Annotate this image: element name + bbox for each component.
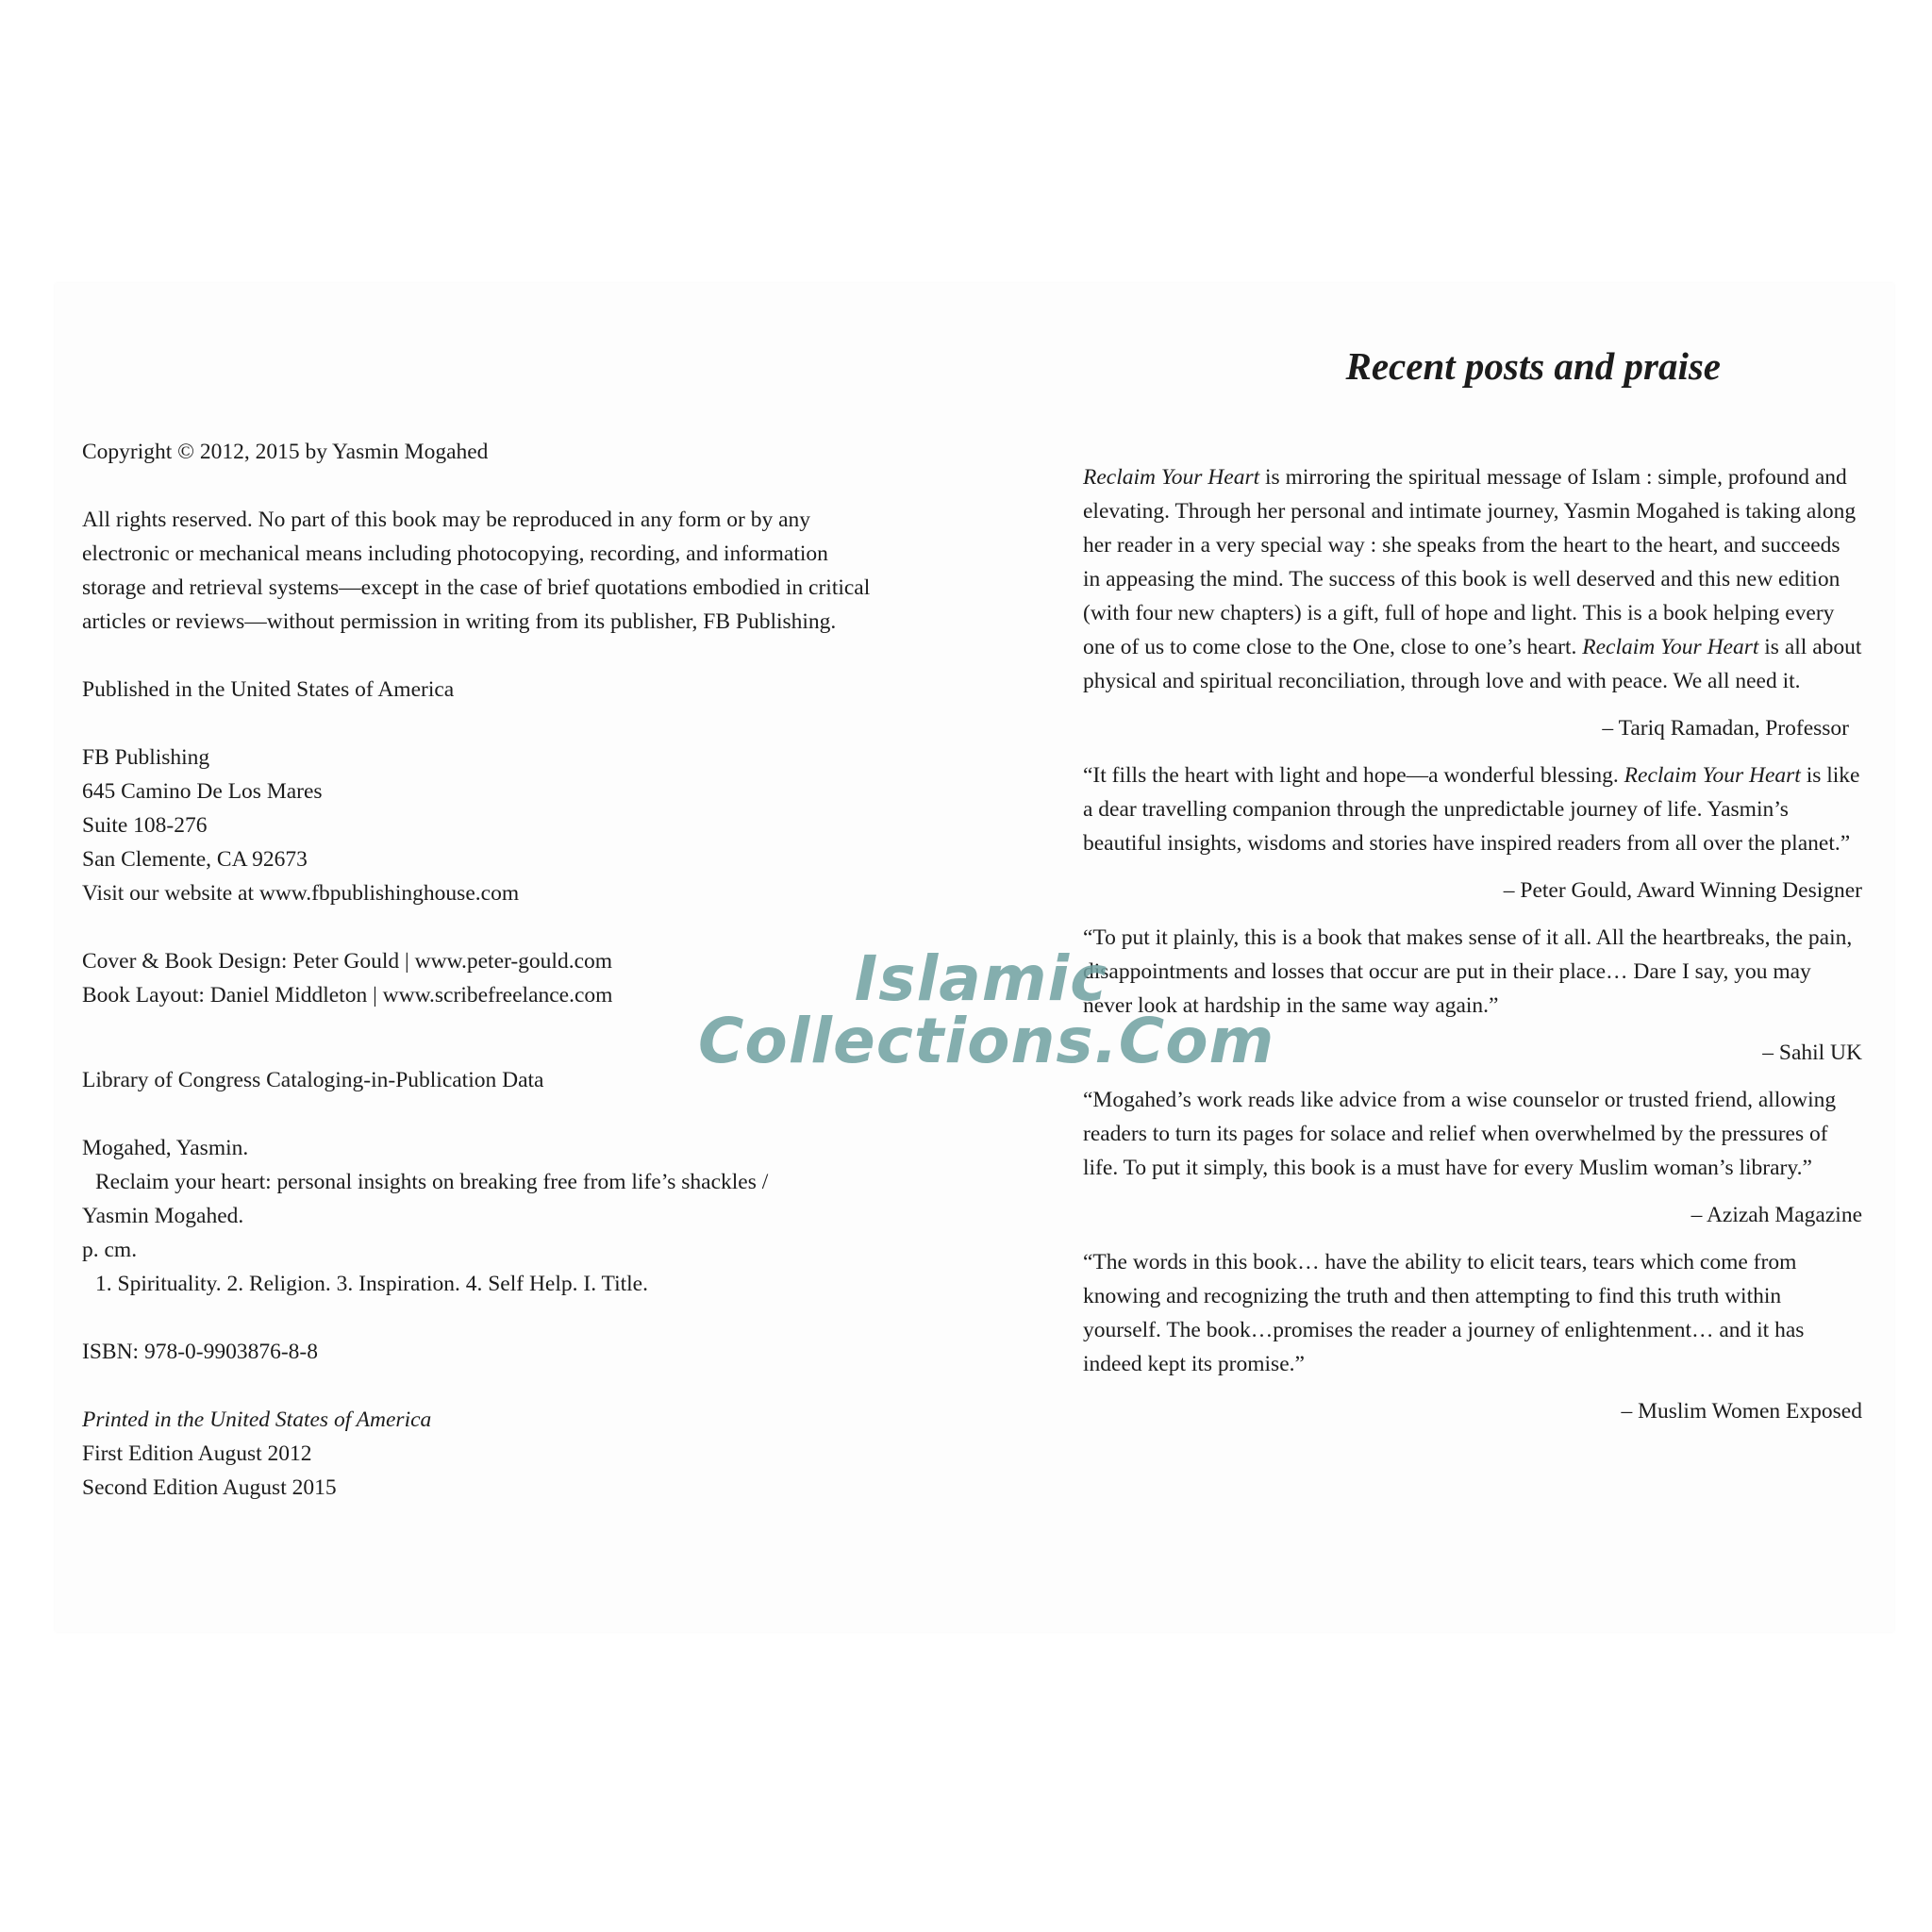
isbn: ISBN: 978-0-9903876-8-8 xyxy=(82,1340,318,1364)
praise-item xyxy=(1083,758,1862,908)
cip-pcm: p. cm. xyxy=(82,1238,138,1262)
praise-text xyxy=(1083,758,1862,860)
cip-title-author: Yasmin Mogahed. xyxy=(82,1204,244,1228)
praise-heading: Recent posts and praise xyxy=(1345,344,1721,388)
credit-line: Book Layout: Daniel Middleton | www.scribefreelance.com xyxy=(82,983,613,1008)
praise-text-part: is all about physical and spiritual reconciliation, through love and with peace. We all need it. xyxy=(1083,635,1862,693)
praise-attribution: – Muslim Women Exposed xyxy=(1621,1399,1862,1424)
praise-page xyxy=(1083,338,1862,1441)
book-title-ref: Reclaim Your Heart xyxy=(1083,465,1260,490)
praise-attribution: – Tariq Ramadan, Professor xyxy=(1602,716,1849,741)
cip-heading: Library of Congress Cataloging-in-Publication Data xyxy=(82,1068,544,1092)
watermark-line: Collections.Com xyxy=(698,1005,1275,1077)
praise-item xyxy=(1083,1083,1862,1232)
printed-in: Printed in the United States of America xyxy=(82,1407,432,1432)
address-line: FB Publishing xyxy=(82,745,210,770)
praise-text-part: “It fills the heart with light and hope—a wonderful blessing. xyxy=(1083,763,1624,788)
praise-text-part: is mirroring the spiritual message of Islam : simple, profound and elevating. Through her personal and intimate journey, Yasmin Mogahed is taking along her reader in a very special way : she speaks from the heart to the heart, and succeeds in appeasing the mind. The success of this book is well deserved and this new edition (with four new chapters) is a gift, full of hope and light. This is a book helping every one of us to come close to the One, close to one’s heart. xyxy=(1083,465,1857,659)
address-line: San Clemente, CA 92673 xyxy=(82,847,308,872)
book-title-ref: Reclaim Your Heart xyxy=(1624,763,1801,788)
book-title-ref: Reclaim Your Heart xyxy=(1582,635,1759,659)
credit-line: Cover & Book Design: Peter Gould | www.peter-gould.com xyxy=(82,949,613,974)
cip-subjects: 1. Spirituality. 2. Religion. 3. Inspiration. 4. Self Help. I. Title. xyxy=(95,1272,648,1296)
publisher-address xyxy=(82,741,893,910)
watermark-line: Islamic xyxy=(854,942,1108,1015)
praise-text: “Mogahed’s work reads like advice from a wise counselor or trusted friend, allowing readers to turn its pages for solace and relief when overwhelmed by the pressures of life. To put it simply, this book is a must have for every Muslim woman’s library.” xyxy=(1083,1088,1837,1180)
praise-text-part: is like a dear travelling companion through the unpredictable journey of life. Yasmin’s beautiful insights, wisdoms and stories have inspired readers from all over the planet.” xyxy=(1083,763,1860,856)
praise-item xyxy=(1083,460,1862,745)
praise-attribution: – Azizah Magazine xyxy=(1690,1203,1862,1227)
cip-author: Mogahed, Yasmin. xyxy=(82,1136,249,1160)
praise-text xyxy=(1083,460,1862,698)
first-edition: First Edition August 2012 xyxy=(82,1441,312,1466)
second-edition: Second Edition August 2015 xyxy=(82,1475,337,1500)
published-in: Published in the United States of America xyxy=(82,677,455,702)
address-line: 645 Camino De Los Mares xyxy=(82,779,323,804)
praise-attribution: – Peter Gould, Award Winning Designer xyxy=(1503,878,1862,903)
cip-title: Reclaim your heart: personal insights on breaking free from life’s shackles / xyxy=(95,1170,769,1194)
address-line: Suite 108-276 xyxy=(82,813,208,838)
praise-text: “To put it plainly, this is a book that makes sense of it all. All the heartbreaks, the pain, disappointments and losses that occur are put in their place… Dare I say, you may never look at hardship in the same way again.” xyxy=(1083,925,1853,1018)
copyright-line: Copyright © 2012, 2015 by Yasmin Mogahed xyxy=(82,440,489,464)
praise-text: “The words in this book… have the ability to elicit tears, tears which come from knowing and recognizing the truth and then attempting to find this truth within yourself. The book…promises the reader a journey of enlightenment… and it has indeed kept its promise.” xyxy=(1083,1250,1805,1376)
praise-item xyxy=(1083,1245,1862,1428)
praise-attribution: – Sahil UK xyxy=(1762,1041,1862,1065)
rights-paragraph: All rights reserved. No part of this book may be reproduced in any form or by any electronic or mechanical means including photocopying, recording, and information storage and retrieval systems—except in the case of brief quotations embodied in critical articles or reviews—without permission in writing from its publisher, FB Publishing. xyxy=(82,508,871,634)
address-line: Visit our website at www.fbpublishinghouse.com xyxy=(82,881,520,906)
watermark-logo xyxy=(698,942,1275,1077)
